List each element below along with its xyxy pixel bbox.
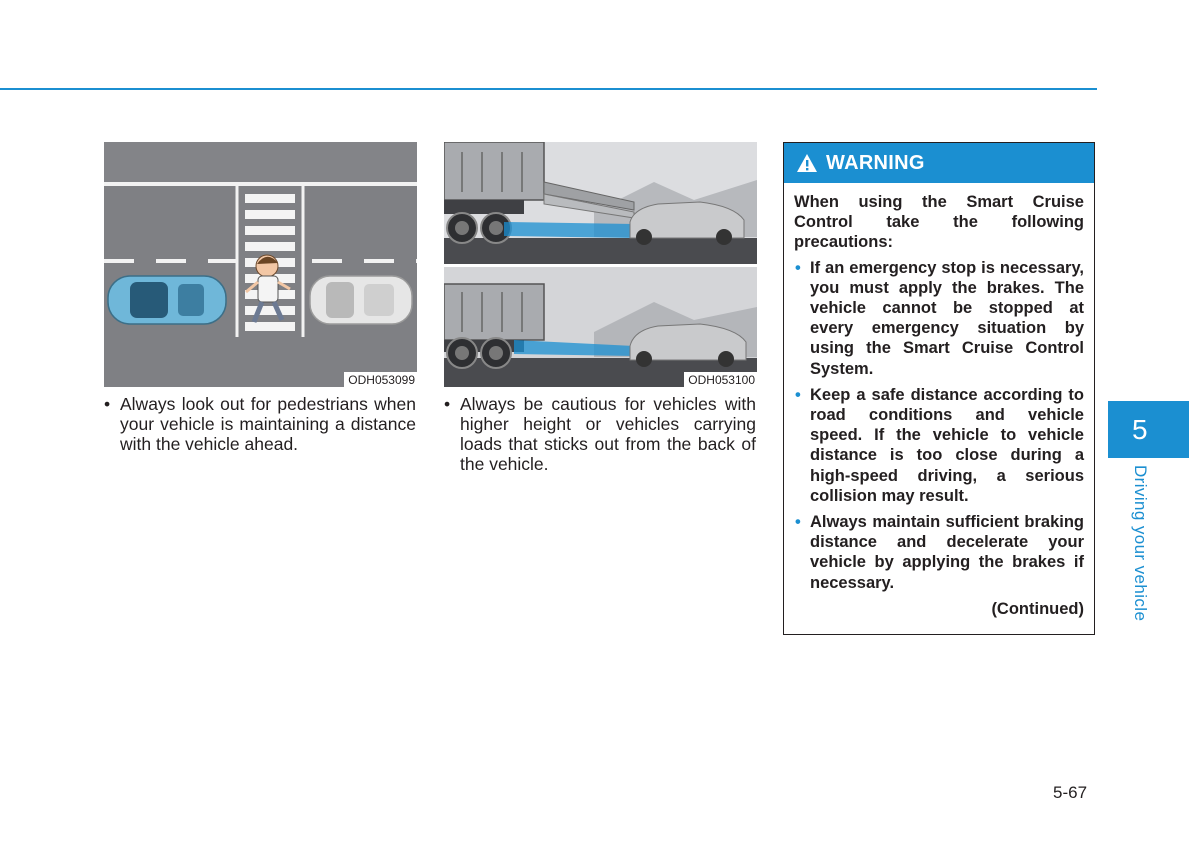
warning-item: • Keep a safe distance according to road conditions and vehicle speed. If the vehicle to vehicle distance is too close during a high-speed driving, a serious collision may result.: [794, 385, 1084, 506]
figure-truck-load: [444, 142, 757, 387]
warning-list: [794, 258, 1084, 593]
warning-header: [784, 143, 1094, 183]
bullet-pedestrians: • Always look out for pedestrians when your vehicle is maintaining a distance with the vehicle ahead.: [104, 394, 416, 454]
chapter-number: 5: [1132, 413, 1148, 445]
continued-label: (Continued): [991, 599, 1084, 618]
warning-intro: When using the Smart Cruise Control take the following precautions:: [794, 193, 1084, 252]
figure-code: ODH053100: [684, 372, 757, 387]
figure-pedestrian-crossing: [104, 142, 417, 387]
chapter-tab: [1108, 401, 1189, 458]
bullet-high-vehicles: • Always be cautious for vehicles with higher height or vehicles carrying loads that sticks out from the back of the vehicle.: [444, 394, 756, 474]
warning-box: [783, 142, 1095, 635]
warning-item: • If an emergency stop is necessary, you must apply the brakes. The vehicle cannot be stopped at every emergency situation by using the Smart Cruise Control System.: [794, 258, 1084, 379]
pedestrian-crossing-illustration: [104, 142, 417, 387]
warning-item: • Always maintain sufficient braking distance and decelerate your vehicle by applying the brakes if necessary.: [794, 512, 1084, 593]
chapter-title: Driving your vehicle: [1131, 465, 1150, 622]
page-number: 5-67: [1053, 783, 1088, 802]
warning-triangle-icon: [796, 153, 818, 173]
top-rule: [0, 88, 1097, 90]
warning-body: [784, 183, 1094, 619]
figure-code: ODH053099: [344, 372, 417, 387]
truck-load-illustration: [444, 142, 757, 387]
warning-title: WARNING: [826, 151, 925, 174]
